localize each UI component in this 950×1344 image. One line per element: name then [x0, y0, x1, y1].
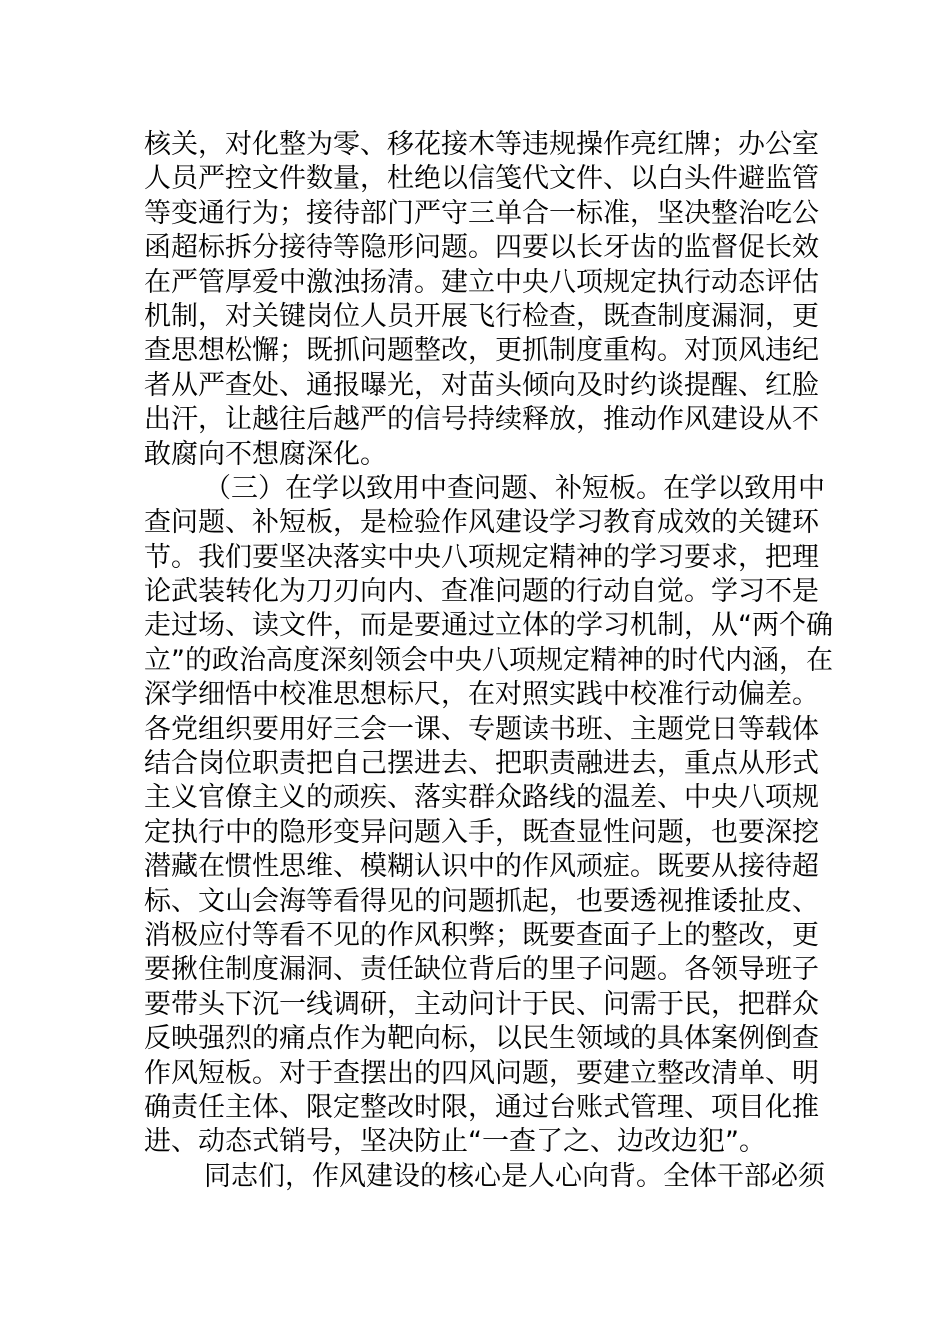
text-line: 主义官僚主义的顽疾、落实群众路线的温差、中央八项规 — [144, 782, 819, 814]
text-line: 确责任主体、限定整改时限，通过台账式管理、项目化推 — [144, 1091, 819, 1123]
text-line: 机制，对关键岗位人员开展飞行检查，既查制度漏洞，更 — [144, 300, 819, 332]
text-line: 查思想松懈；既抓问题整改，更抓制度重构。对顶风违纪 — [144, 335, 819, 367]
text-line: 各党组织要用好三会一课、专题读书班、主题党日等载体 — [144, 713, 819, 745]
text-line: 敢腐向不想腐深化。 — [144, 438, 387, 470]
text-line: 出汗，让越往后越严的信号持续释放，推动作风建设从不 — [144, 404, 819, 436]
text-line: 核关，对化整为零、移花接木等违规操作亮红牌；办公室 — [144, 129, 819, 160]
text-line: 潜藏在惯性思维、模糊认识中的作风顽症。既要从接待超 — [144, 851, 819, 883]
paragraph-start-line: 同志们，作风建设的核心是人心向背。全体干部必须 — [204, 1160, 825, 1192]
section-heading-line: （三）在学以致用中查问题、补短板。在学以致用中 — [204, 472, 825, 504]
text-line: 反映强烈的痛点作为靶向标，以民生领域的具体案例倒查 — [144, 1023, 819, 1055]
text-line: 在严管厚爱中激浊扬清。建立中央八项规定执行动态评估 — [144, 266, 819, 298]
text-line: 走过场、读文件，而是要通过立体的学习机制，从“两个确 — [144, 610, 833, 642]
text-line: 者从严查处、通报曝光，对苗头倾向及时约谈提醒、红脸 — [144, 369, 819, 401]
text-line: 函超标拆分接待等隐形问题。四要以长牙齿的监督促长效 — [144, 232, 819, 264]
text-line: 人员严控文件数量，杜绝以信笺代文件、以白头件避监管 — [144, 163, 819, 195]
text-line: 标、文山会海等看得见的问题抓起，也要透视推诿扯皮、 — [144, 885, 819, 917]
text-line: 要揪住制度漏洞、责任缺位背后的里子问题。各领导班子 — [144, 954, 819, 986]
text-line: 定执行中的隐形变异问题入手，既查显性问题，也要深挖 — [144, 816, 819, 848]
text-line: 等变通行为；接待部门严守三单合一标准，坚决整治吃公 — [144, 197, 819, 229]
text-line: 立”的政治高度深刻领会中央八项规定精神的时代内涵，在 — [144, 644, 833, 676]
text-line: 作风短板。对于查摆出的四风问题，要建立整改清单、明 — [144, 1057, 819, 1089]
text-line: 节。我们要坚决落实中央八项规定精神的学习要求，把理 — [144, 541, 819, 573]
text-line: 结合岗位职责把自己摆进去、把职责融进去，重点从形式 — [144, 748, 819, 780]
text-line: 消极应付等看不见的作风积弊；既要查面子上的整改，更 — [144, 919, 819, 951]
text-line: 进、动态式销号，坚决防止“一查了之、边改边犯”。 — [144, 1126, 766, 1158]
text-line: 论武装转化为刀刃向内、查准问题的行动自觉。学习不是 — [144, 576, 819, 608]
text-line: 要带头下沉一线调研，主动问计于民、问需于民，把群众 — [144, 988, 819, 1020]
document-body — [144, 128, 833, 1194]
text-line: 查问题、补短板，是检验作风建设学习教育成效的关键环 — [144, 507, 819, 539]
text-line: 深学细悟中校准思想标尺，在对照实践中校准行动偏差。 — [144, 679, 819, 711]
